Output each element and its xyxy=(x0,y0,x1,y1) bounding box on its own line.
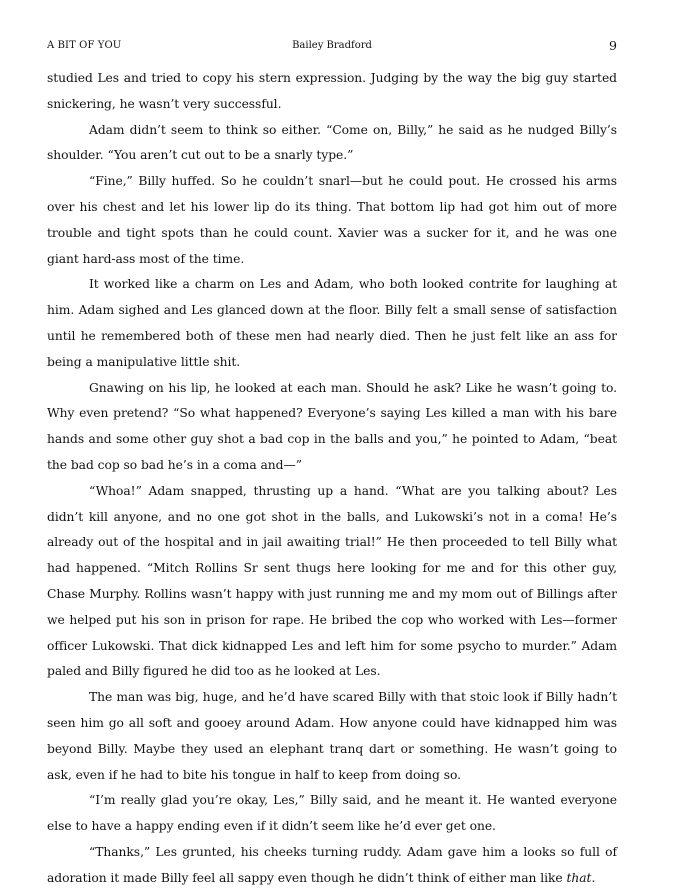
paragraph: Adam didn’t seem to think so either. “Come on, Billy,” he said as he nudged Billy’s shoulder. “You aren’t cut out to be a snarly type.” xyxy=(47,122,617,163)
body-text xyxy=(47,66,617,892)
paragraph: “Fine,” Billy huffed. So he couldn’t snarl—but he could pout. He crossed his arms over his chest and let his lower lip do its thing. That bottom lip had got him out of more trouble and tight spots than he could count. Xavier was a sucker for it, and he was one giant hard-ass most of the time. xyxy=(47,174,617,266)
paragraph: “I’m really glad you’re okay, Les,” Billy said, and he meant it. He wanted everyone else to have a happy ending even if it didn’t seem like he’d ever get one. xyxy=(47,793,617,834)
paragraph: Gnawing on his lip, he looked at each man. Should he ask? Like he wasn’t going to. Why even pretend? “So what happened? Everyone’s saying Les killed a man with his bare hands and some other guy shot a bad cop in the balls and you,” he pointed to Adam, “beat the bad cop so bad he’s in a coma and—” xyxy=(47,380,617,472)
paragraph-final-text: “Thanks,” Les grunted, his cheeks turning ruddy. Adam gave him a looks so full of adoration it made Billy feel all sappy even though he didn’t think of either man like xyxy=(47,844,617,885)
author-name: Bailey Bradford xyxy=(292,40,372,51)
page-number: 9 xyxy=(609,38,617,53)
book-title: A BIT OF YOU xyxy=(47,40,122,51)
paragraph: The man was big, huge, and he’d have scared Billy with that stoic look if Billy hadn’t seen him go all soft and gooey around Adam. How anyone could have kidnapped him was beyond Billy. Maybe they used an elephant tranq dart or something. He wasn’t going to ask, even if he had to bite his tongue in half to keep from doing so. xyxy=(47,690,617,782)
paragraph: studied Les and tried to copy his stern expression. Judging by the way the big guy started snickering, he wasn’t very successful. xyxy=(47,71,617,111)
paragraph: “Whoa!” Adam snapped, thrusting up a hand. “What are you talking about? Les didn’t kill anyone, and no one got shot in the balls, and Lukowski’s not in a coma! He’s already out of the hospital and in jail awaiting trial!” He then proceeded to tell Billy what had happened. “Mitch Rollins Sr sent thugs here looking for me and for this other guy, Chase Murphy. Rollins wasn’t happy with just running me and my mom out of Billings after we helped put his son in prison for rape. He bribed the cop who worked with Les—former officer Lukowski. That dick kidnapped Les and left him for some psycho to murder.” Adam paled and Billy figured he did too as he looked at Les. xyxy=(47,483,617,679)
paragraph: It worked like a charm on Les and Adam, who both looked contrite for laughing at him. Adam sighed and Les glanced down at the floor. Billy felt a small sense of satisfaction until he remembered both of these men had nearly died. Then he just felt like an ass for being a manipulative little shit. xyxy=(47,277,617,369)
paragraph-final xyxy=(47,840,617,892)
emphasized-word: that. xyxy=(566,870,596,885)
running-header xyxy=(47,38,617,54)
